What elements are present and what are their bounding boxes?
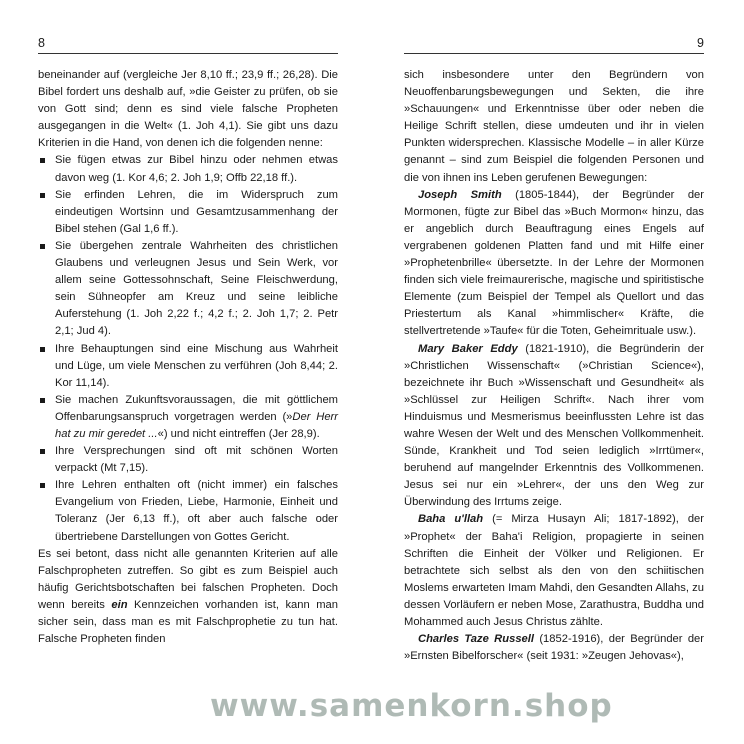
outro-emphasis: ein (111, 598, 128, 611)
page-number-left: 8 (38, 36, 45, 50)
right-intro-paragraph: sich insbesondere unter den Begründern von Neuoffenbarungsbewegungen und Sekten, die ihre »Schauungen« und Erkenntnisse über oder neben die Heilige Schrift stellen, diese umdeuten und ihr in vielen Punkten widersprechen. Klassische Modelle – in aller Kürze genannt – sind zum Beispiel die folgenden Personen und die von ihnen ins Leben gerufenen Bewegungen: (404, 69, 704, 184)
left-page-header (38, 36, 338, 54)
watermark: www.samenkorn.shop (210, 688, 613, 724)
list-item: Sie erfinden Lehren, die im Widerspruch zum eindeutigen Wortsinn und Gesamtzusammenhang der Bibel stehen (Gal 1,6 ff.). (38, 187, 338, 238)
entry-name: Baha u'llah (418, 513, 484, 526)
left-page (38, 36, 338, 648)
right-page-header (404, 36, 704, 54)
list-item: Ihre Behauptungen sind eine Mischung aus Wahrheit und Lüge, um viele Menschen zu verführen (Joh 8,44; 2. Kor 11,14). (38, 341, 338, 392)
page-number-right: 9 (697, 36, 704, 50)
left-page-text (38, 67, 338, 648)
outro-paragraph (38, 546, 338, 649)
entry-text: (1805-1844), der Begründer der Mormonen, fügte zur Bibel das »Buch Mormon« hinzu, das er angeblich durch Beauftragung eines Engels auf vergrabenen goldenen Platten fand und mit Hilfe einer »Prophetenbrille« übersetzte. In der Lehre der Mormonen finden sich viele freimaurerische, magische und spiritistische Elemente (zum Beispiel der Tempel als Quellort und das Priestertum als Kanal »himmlischer« Kräfte, die stellvertretende »Taufe« für die Toten, Geheimrituale usw.). (404, 188, 704, 338)
list-item: Ihre Versprechungen sind oft mit schönen Worten verpackt (Mt 7,15). (38, 443, 338, 477)
intro-paragraph: beneinander auf (vergleiche Jer 8,10 ff.; 23,9 ff.; 26,28). Die Bibel fordert uns deshalb auf, »die Geister zu prüfen, ob sie von Gott sind; denn es sind viele falsche Propheten ausgegangen in die Welt« (1. Joh 4,1). Sie gibt uns dazu Kriterien in die Hand, von denen ich die folgenden nenne: (38, 69, 338, 150)
entry-text: (1852-1916), der Begründer der »Ernsten Bibelforscher« (seit 1931: »Zeugen Jehovas«), (404, 633, 704, 663)
entry-bahaullah (404, 511, 704, 631)
bullet5-text-a: Sie machen Zukunftsvoraussagen, die mit göttlichem Offenbarungsanspruch vorgetragen werden (» (55, 393, 338, 423)
outro-text-b: Kennzeichen vorhanden ist, kann man sicher sein, dass man es mit Falschprophetie zu tun hat. Falsche Propheten finden (38, 598, 338, 646)
right-page (404, 36, 704, 665)
right-page-text (404, 67, 704, 665)
entry-text: (1821-1910), die Begründerin der »Christlichen Wissenschaft« (»Christian Science«), bezeichnete ihr Buch »Wissenschaft und Gesundheit« als »Schlüssel zur Heiligen Schrift«. Nach ihrer vom Hinduismus und Mesmerismus beeinflussten Lehre ist das wahre Wesen der Welt und des Menschen Vollkommenheit. Sünde, Krankheit und Tod seien lediglich »Irrtümer«, beruhend auf mangelnder Erkenntnis des Vollkommenen. Jesus sei nur ein »Lehrer«, der uns den Weg zur Überwindung des Irrtums zeige. (404, 342, 704, 509)
list-item: Sie übergehen zentrale Wahrheiten des christlichen Glaubens und verleugnen Jesus und Sein Werk, vor allem seine Gottessohnschaft, Seine Fleischwerdung, sein Sühneopfer am Kreuz und seine leibliche Auferstehung (1. Joh 2,22 f.; 4,2 f.; 2. Joh 1,7; 2. Petr 2,1; Jud 4). (38, 238, 338, 341)
list-item: Ihre Lehren enthalten oft (nicht immer) ein falsches Evangelium von Frieden, Liebe, Harmonie, Einheit und Toleranz (Jer 6,13 ff.), oft aber auch falsche oder übertriebene Darstellungen von Gottes Gericht. (38, 477, 338, 545)
criteria-list (38, 152, 338, 545)
bullet5-text-b: «) und nicht eintreffen (Jer 28,9). (157, 427, 320, 440)
outro-text-a: Es sei betont, dass nicht alle genannten Kriterien auf alle Falschpropheten zutreffen. So gibt es zum Beispiel auch häufig Gerichtsbotschaften bei falschen Propheten. Doch wenn bereits (38, 547, 338, 611)
entry-text: (= Mirza Husayn Ali; 1817-1892), der »Prophet« der Baha'i Religion, propagierte in seinen Schriften die Einheit der Völker und Religionen. Er betrachtete sich selbst als den von den schiitischen Moslems erwarteten Imam Mahdi, den Gesandten Allahs, zu dessen Vorläufern er neben Mose, Zarathustra, Buddha und Mohammed auch Jesus Christus zählte. (404, 513, 704, 628)
entry-name: Charles Taze Russell (418, 633, 534, 646)
entry-mary-baker-eddy (404, 341, 704, 512)
entry-joseph-smith (404, 187, 704, 341)
entry-charles-taze-russell (404, 631, 704, 665)
list-item: Sie fügen etwas zur Bibel hinzu oder nehmen etwas davon weg (1. Kor 4,6; 2. Joh 1,9; Offb 22,18 ff.). (38, 152, 338, 186)
entry-name: Mary Baker Eddy (418, 342, 518, 355)
entry-name: Joseph Smith (418, 188, 502, 201)
bullet5-quote: Der Herr hat zu mir geredet ... (55, 410, 338, 440)
list-item (38, 392, 338, 443)
